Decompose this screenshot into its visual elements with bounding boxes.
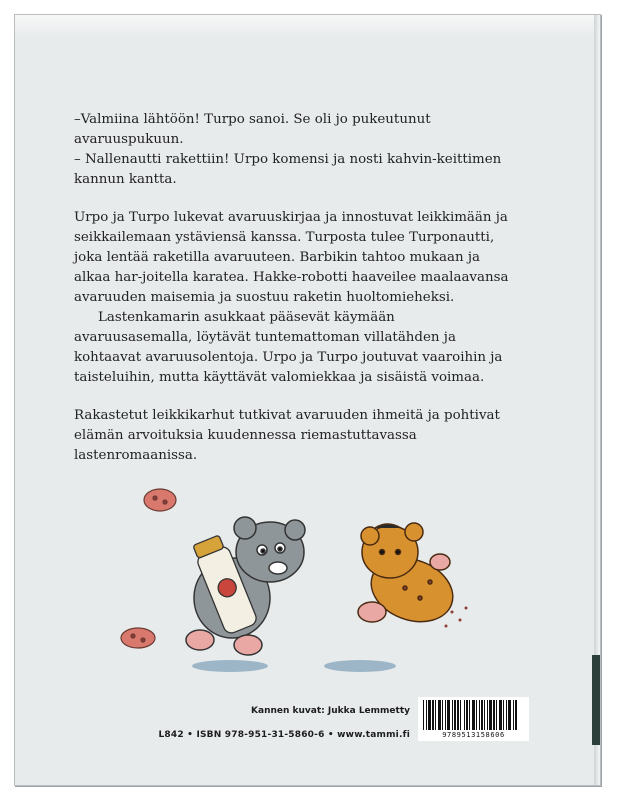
dialogue-line-2: – Nallenautti rakettiin! Urpo komensi ja nosti kahvin-keittimen kannun kantta.: [74, 152, 502, 187]
isbn-line: L842 • ISBN 978-951-31-5860-6 • www.tammi.fi: [158, 730, 410, 740]
orange-bear: [358, 523, 462, 633]
grey-bear-shadow: [192, 660, 268, 672]
cookie-top: [144, 489, 176, 511]
blurb-text: [74, 110, 514, 466]
cookie-left: [121, 628, 155, 648]
barcode-bars: [422, 700, 517, 730]
orange-bear-shadow: [324, 660, 396, 672]
blurb-paragraph-3: Rakastetut leikkikarhut tutkivat avaruuden ihmeitä ja pohtivat elämän arvoituksia kuudennessa riemastuttavassa lastenromaanissa.: [74, 408, 500, 463]
cover-top-band: [15, 15, 600, 37]
cover-credit: Kannen kuvat: Jukka Lemmetty: [251, 706, 410, 716]
blurb-paragraph-1: Urpo ja Turpo lukevat avaruuskirjaa ja innostuvat leikkimään ja seikkailemaan ystäviensä kanssa. Turposta tulee Turponautti, joka lentää raketilla avaruuteen. Barbikin tahtoo mukaan ja alkaa har-joitella karatea. Hakke-robotti haaveilee maalaavansa avaruuden maisemia ja suostuu raketin huoltomieheksi.: [74, 210, 509, 305]
grey-bear: [186, 517, 305, 655]
dialogue-line-1: –Valmiina lähtöön! Turpo sanoi. Se oli jo pukeutunut avaruuspukuun.: [74, 112, 431, 147]
bears-illustration: [120, 470, 500, 680]
blurb-paragraph-2: Lastenkamarin asukkaat pääsevät käymään avaruusasemalla, löytävät tuntemattoman villatähden ja kohtaavat avaruusolentoja. Urpo ja Turpo joutuvat vaaroihin ja taisteluihin, mutta käyttävät valomiekkaa ja sisäistä voimaa.: [74, 310, 503, 385]
cover-dark-strip: [592, 655, 600, 745]
barcode-number: 9789513158606: [442, 731, 505, 739]
imprint: [150, 705, 410, 742]
barcode: [418, 697, 529, 741]
